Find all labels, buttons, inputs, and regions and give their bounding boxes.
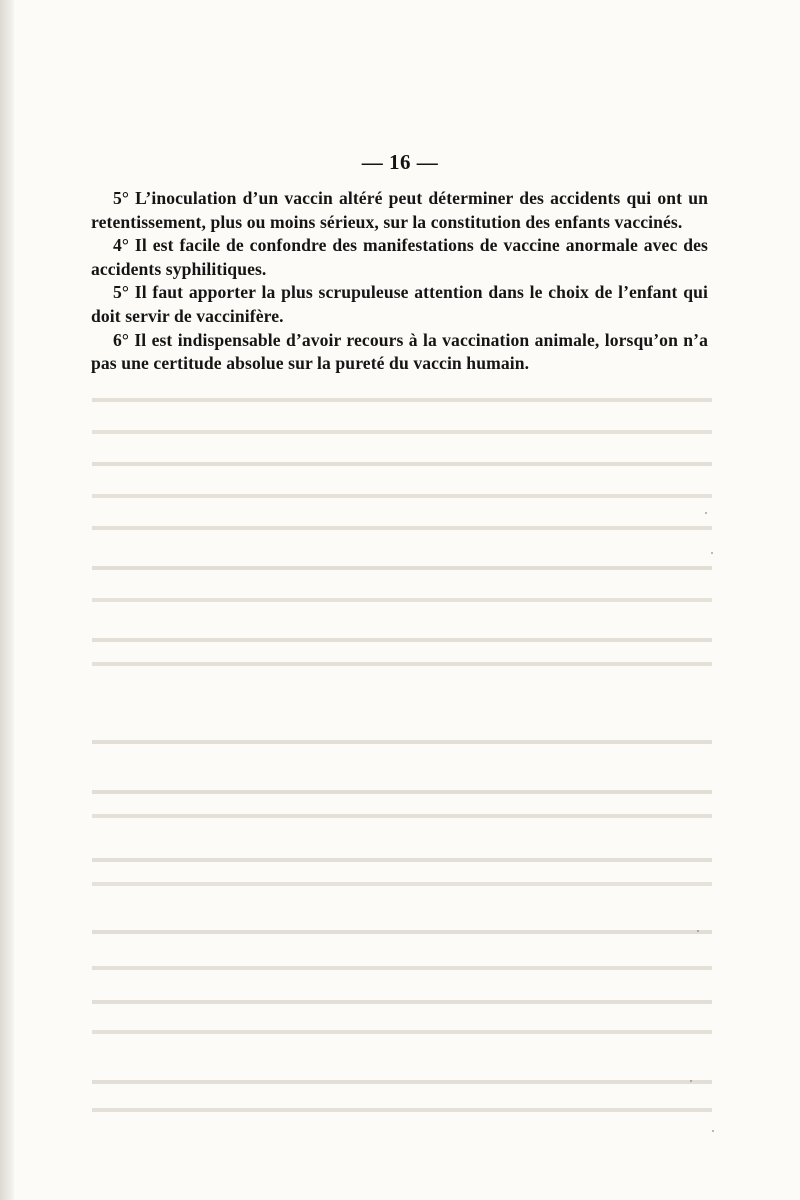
page-number: — 16 — bbox=[361, 150, 439, 174]
paragraph-3: 5° Il faut apporter la plus scrupuleuse attention dans le choix de l’enfant qui doit servir de vaccinifère. bbox=[91, 282, 708, 326]
body-text bbox=[91, 187, 708, 376]
paragraph-1: 5° L’inoculation d’un vaccin altéré peut déterminer des accidents qui ont un retentissement, plus ou moins sérieux, sur la constitution des enfants vaccinés. bbox=[91, 188, 708, 232]
paragraph-4: 6° Il est indispensable d’avoir recours à la vaccination animale, lorsqu’on n’a pas une certitude absolue sur la pureté du vaccin humain. bbox=[91, 329, 708, 374]
paragraph-2: 4° Il est facile de confondre des manifestations de vaccine anormale avec des accidents syphilitiques. bbox=[91, 235, 708, 279]
scan-edge-shadow bbox=[0, 0, 14, 1200]
